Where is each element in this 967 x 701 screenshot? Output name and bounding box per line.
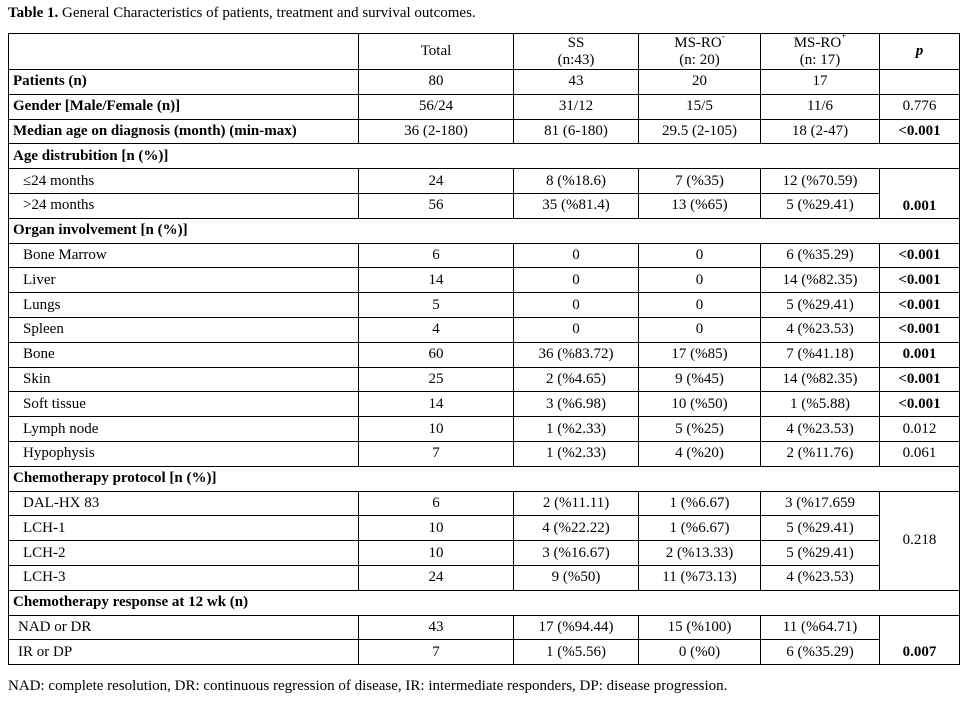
cell-total: 60 <box>359 342 514 367</box>
cell-msro-neg: 1 (%6.67) <box>639 516 761 541</box>
cell-msro-neg: 0 <box>639 317 761 342</box>
cell-total: 4 <box>359 317 514 342</box>
cell-msro-pos: 5 (%29.41) <box>761 193 880 218</box>
cell-msro-neg: 15 (%100) <box>639 615 761 640</box>
cell-msro-pos: 5 (%29.41) <box>761 516 880 541</box>
table-row <box>9 342 960 367</box>
cell-msro-pos: 7 (%41.18) <box>761 342 880 367</box>
row-label: Lymph node <box>9 417 359 442</box>
cell-ss: 36 (%83.72) <box>514 342 639 367</box>
header-msro-pos-sup: + <box>841 33 847 41</box>
cell-ss: 8 (%18.6) <box>514 169 639 194</box>
row-label: Median age on diagnosis (month) (min-max) <box>9 119 359 144</box>
header-ss-label: SS <box>567 34 585 51</box>
table-row <box>9 640 960 665</box>
cell-ss: 4 (%22.22) <box>514 516 639 541</box>
cell-msro-pos: 14 (%82.35) <box>761 268 880 293</box>
cell-total: 56/24 <box>359 94 514 119</box>
cell-ss: 1 (%2.33) <box>514 441 639 466</box>
cell-p: 0.776 <box>880 94 960 119</box>
cell-total: 14 <box>359 268 514 293</box>
table-row <box>9 94 960 119</box>
cell-msro-pos: 6 (%35.29) <box>761 640 880 665</box>
cell-msro-neg: 13 (%65) <box>639 193 761 218</box>
header-ss-n: (n:43) <box>557 51 595 68</box>
row-label: IR or DP <box>9 640 359 665</box>
cell-msro-pos: 12 (%70.59) <box>761 169 880 194</box>
cell-msro-pos: 6 (%35.29) <box>761 243 880 268</box>
row-label: Soft tissue <box>9 392 359 417</box>
cell-ss: 17 (%94.44) <box>514 615 639 640</box>
cell-p: 0.012 <box>880 417 960 442</box>
cell-ss: 9 (%50) <box>514 565 639 590</box>
cell-p: <0.001 <box>880 268 960 293</box>
cell-total: 14 <box>359 392 514 417</box>
cell-msro-neg: 0 <box>639 243 761 268</box>
cell-total: 56 <box>359 193 514 218</box>
cell-msro-neg: 7 (%35) <box>639 169 761 194</box>
table-row <box>9 367 960 392</box>
cell-msro-pos: 4 (%23.53) <box>761 565 880 590</box>
caption-label: Table 1. <box>8 5 59 21</box>
cell-p: <0.001 <box>880 317 960 342</box>
cell-msro-pos: 11 (%64.71) <box>761 615 880 640</box>
cell-msro-neg: 9 (%45) <box>639 367 761 392</box>
cell-total: 10 <box>359 417 514 442</box>
table-row <box>9 615 960 640</box>
cell-total: 6 <box>359 243 514 268</box>
characteristics-table <box>8 33 960 665</box>
cell-msro-neg: 0 <box>639 293 761 318</box>
table-row <box>9 441 960 466</box>
cell-ss: 0 <box>514 268 639 293</box>
table-caption <box>8 4 476 22</box>
cell-msro-neg: 15/5 <box>639 94 761 119</box>
cell-ss: 35 (%81.4) <box>514 193 639 218</box>
cell-total: 5 <box>359 293 514 318</box>
cell-msro-pos: 1 (%5.88) <box>761 392 880 417</box>
table-row <box>9 268 960 293</box>
cell-msro-neg: 20 <box>639 70 761 95</box>
cell-msro-pos: 4 (%23.53) <box>761 317 880 342</box>
header-msro-pos-n: (n: 17) <box>799 51 841 68</box>
cell-p: <0.001 <box>880 293 960 318</box>
cell-total: 10 <box>359 541 514 566</box>
table-row <box>9 392 960 417</box>
header-msro-neg-label: MS-RO <box>674 34 722 51</box>
cell-msro-neg: 2 (%13.33) <box>639 541 761 566</box>
caption-text: General Characteristics of patients, treatment and survival outcomes. <box>58 5 476 21</box>
header-msro-neg-n: (n: 20) <box>679 51 720 68</box>
cell-total: 7 <box>359 640 514 665</box>
cell-ss: 3 (%16.67) <box>514 541 639 566</box>
table-row <box>9 293 960 318</box>
table-row <box>9 565 960 590</box>
section-title-age: Age distrubition [n (%)] <box>9 144 960 169</box>
cell-ss: 0 <box>514 293 639 318</box>
cell-msro-pos: 4 (%23.53) <box>761 417 880 442</box>
table-header-row <box>9 34 960 70</box>
row-label: Skin <box>9 367 359 392</box>
row-label: Hypophysis <box>9 441 359 466</box>
cell-msro-pos: 3 (%17.659 <box>761 491 880 516</box>
cell-msro-neg: 0 <box>639 268 761 293</box>
cell-ss: 2 (%11.11) <box>514 491 639 516</box>
cell-p: <0.001 <box>880 119 960 144</box>
cell-total: 24 <box>359 565 514 590</box>
row-label: Spleen <box>9 317 359 342</box>
section-row <box>9 466 960 491</box>
cell-p: <0.001 <box>880 243 960 268</box>
cell-msro-pos: 11/6 <box>761 94 880 119</box>
cell-total: 6 <box>359 491 514 516</box>
cell-msro-pos: 2 (%11.76) <box>761 441 880 466</box>
section-title-organ: Organ involvement [n (%)] <box>9 218 960 243</box>
cell-p: 0.001 <box>880 342 960 367</box>
header-p: p <box>880 34 960 70</box>
table-footnote: NAD: complete resolution, DR: continuous regression of disease, IR: intermediate responders, DP: disease progression. <box>8 678 728 694</box>
table-row <box>9 70 960 95</box>
table-row <box>9 541 960 566</box>
section-row <box>9 218 960 243</box>
row-label: Bone <box>9 342 359 367</box>
cell-msro-neg: 29.5 (2-105) <box>639 119 761 144</box>
row-label: LCH-1 <box>9 516 359 541</box>
row-label: >24 months <box>9 193 359 218</box>
cell-ss: 0 <box>514 243 639 268</box>
cell-total: 24 <box>359 169 514 194</box>
row-label: Liver <box>9 268 359 293</box>
cell-msro-neg: 1 (%6.67) <box>639 491 761 516</box>
cell-p <box>880 70 960 95</box>
cell-ss: 2 (%4.65) <box>514 367 639 392</box>
header-total: Total <box>359 34 514 70</box>
table-row <box>9 193 960 218</box>
cell-p-merged: 0.218 <box>880 491 960 590</box>
section-row <box>9 590 960 615</box>
cell-total: 10 <box>359 516 514 541</box>
header-msro-pos-label: MS-RO <box>793 34 842 51</box>
row-label: NAD or DR <box>9 615 359 640</box>
cell-ss: 43 <box>514 70 639 95</box>
cell-msro-neg: 11 (%73.13) <box>639 565 761 590</box>
section-title-chemo: Chemotherapy protocol [n (%)] <box>9 466 960 491</box>
section-title-response: Chemotherapy response at 12 wk (n) <box>9 590 960 615</box>
header-msro-neg-sup: - <box>721 33 725 41</box>
cell-total: 7 <box>359 441 514 466</box>
table-row <box>9 243 960 268</box>
cell-msro-pos: 14 (%82.35) <box>761 367 880 392</box>
cell-msro-neg: 10 (%50) <box>639 392 761 417</box>
cell-msro-neg: 5 (%25) <box>639 417 761 442</box>
row-label: Bone Marrow <box>9 243 359 268</box>
table-row <box>9 491 960 516</box>
cell-msro-pos: 18 (2-47) <box>761 119 880 144</box>
table-row <box>9 417 960 442</box>
header-msro-pos <box>761 34 880 70</box>
table-row <box>9 119 960 144</box>
row-label: Patients (n) <box>9 70 359 95</box>
header-ss <box>514 34 639 70</box>
cell-total: 43 <box>359 615 514 640</box>
row-label: Lungs <box>9 293 359 318</box>
cell-ss: 1 (%5.56) <box>514 640 639 665</box>
row-label: LCH-2 <box>9 541 359 566</box>
cell-ss: 1 (%2.33) <box>514 417 639 442</box>
cell-ss: 0 <box>514 317 639 342</box>
table-row <box>9 169 960 194</box>
cell-total: 25 <box>359 367 514 392</box>
cell-msro-pos: 17 <box>761 70 880 95</box>
cell-p-merged: 0.001 <box>880 169 960 219</box>
cell-ss: 31/12 <box>514 94 639 119</box>
cell-p: <0.001 <box>880 367 960 392</box>
row-label: DAL-HX 83 <box>9 491 359 516</box>
cell-msro-pos: 5 (%29.41) <box>761 293 880 318</box>
cell-msro-neg: 4 (%20) <box>639 441 761 466</box>
row-label: Gender [Male/Female (n)] <box>9 94 359 119</box>
row-label: LCH-3 <box>9 565 359 590</box>
cell-total: 80 <box>359 70 514 95</box>
cell-ss: 3 (%6.98) <box>514 392 639 417</box>
row-label: ≤24 months <box>9 169 359 194</box>
table-row <box>9 516 960 541</box>
cell-p: <0.001 <box>880 392 960 417</box>
cell-msro-pos: 5 (%29.41) <box>761 541 880 566</box>
table-row <box>9 317 960 342</box>
cell-msro-neg: 17 (%85) <box>639 342 761 367</box>
cell-ss: 81 (6-180) <box>514 119 639 144</box>
cell-p-merged: 0.007 <box>880 615 960 665</box>
cell-msro-neg: 0 (%0) <box>639 640 761 665</box>
section-row <box>9 144 960 169</box>
header-empty <box>9 34 359 70</box>
header-msro-neg <box>639 34 761 70</box>
cell-p: 0.061 <box>880 441 960 466</box>
cell-total: 36 (2-180) <box>359 119 514 144</box>
